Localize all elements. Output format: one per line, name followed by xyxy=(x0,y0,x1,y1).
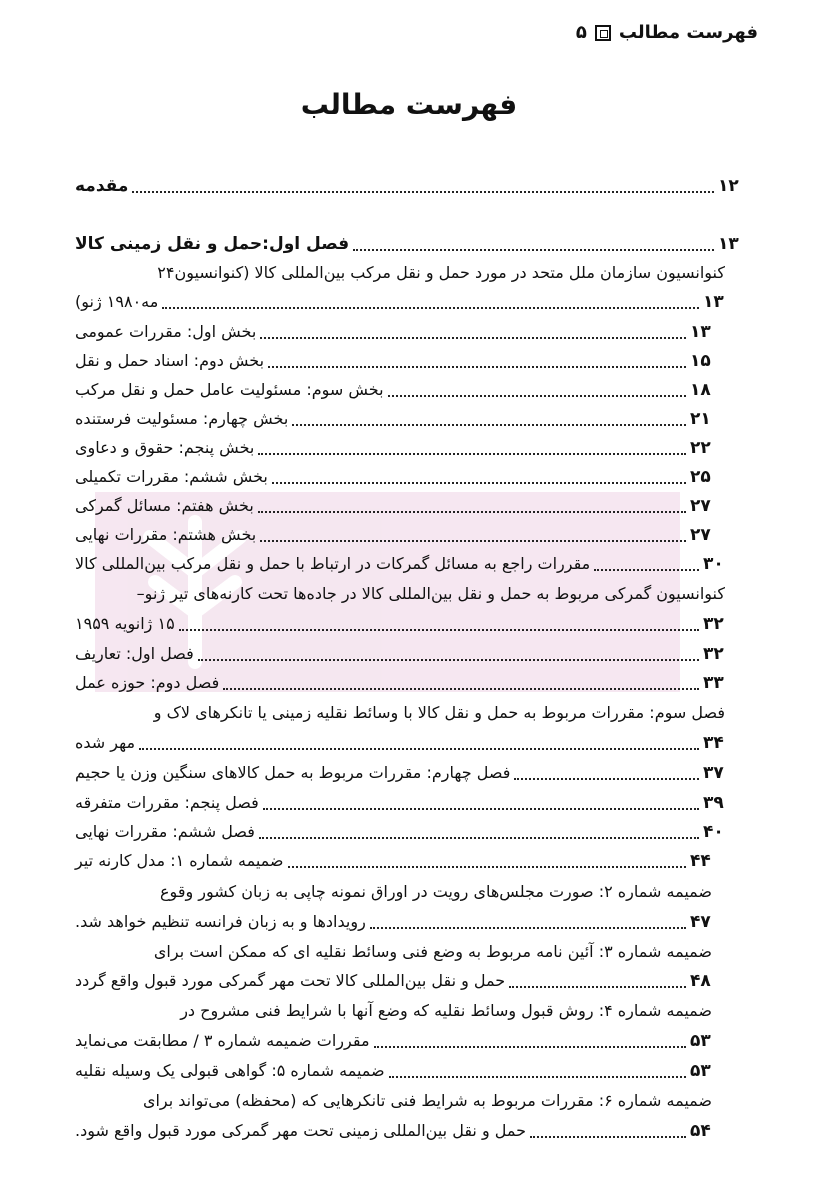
toc-entry-page: ۱۳ xyxy=(690,322,711,342)
toc-entry-page: ۱۲ xyxy=(718,176,739,196)
toc-entry-ch5[interactable] xyxy=(75,789,725,817)
leader-dots xyxy=(258,453,686,455)
toc-entry-ann4[interactable] xyxy=(75,1027,712,1055)
leader-dots xyxy=(258,511,686,513)
toc-entry-ch4[interactable] xyxy=(75,759,725,787)
toc-entry-ann6-line1: ضمیمه شماره ۶: مقررات مربوط به شرایط فنی تانکرهایی که (محفظه) می‌تواند برای xyxy=(142,1091,712,1110)
toc-entry-page: ۲۲ xyxy=(690,438,711,458)
toc-entry-text: رویدادها و به زبان فرانسه تنظیم خواهد شد. xyxy=(75,912,366,931)
leader-dots xyxy=(509,986,686,988)
toc-entry-ann2-line1: ضمیمه شماره ۲: صورت مجلس‌های رویت در اوراق نمونه چاپی به زبان کشور وقوع xyxy=(160,882,712,901)
toc-entry-page: ۳۴ xyxy=(703,733,724,753)
leader-dots xyxy=(594,569,699,571)
toc-entry-text: ۱۵ ژانویه ۱۹۵۹ xyxy=(75,614,175,633)
toc-entry-page: ۳۷ xyxy=(703,763,724,783)
toc-entry-sec8[interactable] xyxy=(75,521,712,549)
toc-entry-conv1-line1: کنوانسیون سازمان ملل متحد در مورد حمل و نقل مرکب بین‌المللی کالا (کنوانسیون۲۴ xyxy=(157,263,725,282)
toc-entry-ch2[interactable] xyxy=(75,669,725,697)
leader-dots xyxy=(353,249,714,251)
toc-entry-page: ۴۰ xyxy=(703,822,724,842)
toc-entry-text: فصل اول:حمل و نقل زمینی کالا xyxy=(75,234,350,254)
page-title: فهرست مطالب xyxy=(300,88,518,121)
leader-dots xyxy=(260,337,686,339)
running-header xyxy=(576,22,758,43)
leader-dots xyxy=(292,424,686,426)
leader-dots xyxy=(198,659,699,661)
leader-dots xyxy=(374,1046,686,1048)
toc-entry-ann2[interactable] xyxy=(75,908,712,936)
toc-entry-ann5[interactable] xyxy=(75,1057,712,1085)
toc-entry-text: بخش دوم: اسناد حمل و نقل xyxy=(75,351,265,370)
toc-entry-text: حمل و نقل بین‌المللی زمینی تحت مهر گمرکی مورد قبول واقع شود. xyxy=(75,1121,527,1140)
toc-entry-text: مهر شده xyxy=(75,733,136,752)
toc-entry-text: مه۱۹۸۰ ژنو) xyxy=(75,292,159,311)
leader-dots xyxy=(259,837,699,839)
toc-entry-page: ۵۴ xyxy=(690,1121,711,1141)
header-square-icon xyxy=(595,25,611,41)
toc-entry-ann3-line1: ضمیمه شماره ۳: آئین نامه مربوط به وضع فنی وسائط نقلیه ای که ممکن است برای xyxy=(153,942,712,961)
toc-entry-ann3[interactable] xyxy=(75,967,712,995)
toc-entry-page: ۲۷ xyxy=(690,525,711,545)
toc-entry-text: بخش ششم: مقررات تکمیلی xyxy=(75,467,268,486)
toc-entry-page: ۵۳ xyxy=(690,1061,711,1081)
toc-entry-text: ضمیمه شماره ۵: گواهی قبولی یک وسیله نقلیه xyxy=(75,1061,385,1080)
toc-entry-sec7[interactable] xyxy=(75,492,712,520)
leader-dots xyxy=(268,366,686,368)
toc-entry-text: فصل چهارم: مقررات مربوط به حمل کالاهای سنگین وزن یا حجیم xyxy=(75,763,511,782)
toc-entry-ann1[interactable] xyxy=(75,847,712,875)
toc-entry-text: فصل اول: تعاریف xyxy=(75,644,194,663)
toc-entry-sec4[interactable] xyxy=(75,405,712,433)
header-title: فهرست مطالب xyxy=(618,22,758,43)
toc-entry-ch6[interactable] xyxy=(75,818,725,846)
toc-entry-page: ۴۷ xyxy=(690,912,711,932)
toc-entry-page: ۴۴ xyxy=(690,851,711,871)
toc-entry-page: ۱۳ xyxy=(718,234,739,254)
toc-entry-page: ۳۳ xyxy=(703,673,724,693)
toc-entry-text: بخش سوم: مسئولیت عامل حمل و نقل مرکب xyxy=(75,380,384,399)
leader-dots xyxy=(132,191,714,193)
header-page-number: ۵ xyxy=(575,22,587,43)
toc-entry-text: مقدمه xyxy=(75,176,129,196)
toc-entry-sec6[interactable] xyxy=(75,463,712,491)
leader-dots xyxy=(388,395,686,397)
toc-entry-ch3[interactable] xyxy=(75,729,725,757)
leader-dots xyxy=(288,866,686,868)
leader-dots xyxy=(139,748,699,750)
toc-entry-page: ۲۱ xyxy=(690,409,711,429)
toc-entry-text: مقررات ضمیمه شماره ۳ / مطابقت می‌نماید xyxy=(75,1031,370,1050)
toc-entry-sec3[interactable] xyxy=(75,376,712,404)
toc-entry-text: مقررات راجع به مسائل گمرکات در ارتباط با حمل و نقل مرکب بین‌المللی کالا xyxy=(75,554,591,573)
toc-entry-ann4-line1: ضمیمه شماره ۴: روش قبول وسائط نقلیه که وضع آنها با شرایط فنی مشروح در xyxy=(180,1001,712,1020)
toc-entry-page: ۱۳ xyxy=(703,292,724,312)
toc-entry-page: ۲۷ xyxy=(690,496,711,516)
toc-entry-text: بخش اول: مقررات عمومی xyxy=(75,322,257,341)
toc-entry-sec5[interactable] xyxy=(75,434,712,462)
toc-entry-conv2-line1: کنوانسیون گمرکی مربوط به حمل و نقل بین‌المللی کالا در جاده‌ها تحت کارنه‌های تیر ژنو– xyxy=(136,584,725,603)
leader-dots xyxy=(272,482,686,484)
leader-dots xyxy=(263,808,699,810)
toc-entry-sec2[interactable] xyxy=(75,347,712,375)
toc-entry-page: ۳۹ xyxy=(703,793,724,813)
toc-entry-page: ۱۸ xyxy=(690,380,711,400)
toc-entry-text: فصل دوم: حوزه عمل xyxy=(75,673,220,692)
toc-entry-text: بخش هشتم: مقررات نهایی xyxy=(75,525,257,544)
toc-entry-text: فصل ششم: مقررات نهایی xyxy=(75,822,255,841)
toc-entry-text: حمل و نقل بین‌المللی کالا تحت مهر گمرکی مورد قبول واقع گردد xyxy=(75,971,506,990)
toc-entry-text: فصل پنجم: مقررات متفرقه xyxy=(75,793,259,812)
toc-entry-page: ۴۸ xyxy=(690,971,711,991)
leader-dots xyxy=(530,1136,686,1138)
leader-dots xyxy=(389,1076,686,1078)
toc-entry-text: بخش چهارم: مسئولیت فرستنده xyxy=(75,409,289,428)
leader-dots xyxy=(179,629,699,631)
toc-entry-page: ۲۵ xyxy=(690,467,711,487)
toc-entry-ann6[interactable] xyxy=(75,1117,712,1145)
leader-dots xyxy=(514,778,699,780)
toc-entry-conv2[interactable] xyxy=(75,610,725,638)
leader-dots xyxy=(260,540,686,542)
toc-entry-conv1[interactable] xyxy=(75,288,725,316)
toc-entry-part1[interactable] xyxy=(75,230,740,258)
toc-entry-text: بخش پنجم: حقوق و دعاوی xyxy=(75,438,255,457)
toc-entry-page: ۳۰ xyxy=(703,554,724,574)
toc-entry-page: ۵۳ xyxy=(690,1031,711,1051)
leader-dots xyxy=(162,307,699,309)
toc-entry-page: ۳۲ xyxy=(703,644,724,664)
leader-dots xyxy=(223,688,699,690)
toc-entry-page: ۳۲ xyxy=(703,614,724,634)
toc-entry-sec1[interactable] xyxy=(75,318,712,346)
toc-entry-ch1[interactable] xyxy=(75,640,725,668)
toc-entry-page: ۱۵ xyxy=(690,351,711,371)
leader-dots xyxy=(370,927,686,929)
toc-entry-customs-rules[interactable] xyxy=(75,550,725,578)
toc-entry-text: بخش هفتم: مسائل گمرکی xyxy=(75,496,254,515)
toc-entry-text: ضمیمه شماره ۱: مدل کارنه تیر xyxy=(75,851,284,870)
toc-entry-ch3-line1: فصل سوم: مقررات مربوط به حمل و نقل کالا با وسائط نقلیه زمینی یا تانکرهای لاک و xyxy=(153,703,725,722)
toc-entry-intro[interactable] xyxy=(75,172,740,200)
